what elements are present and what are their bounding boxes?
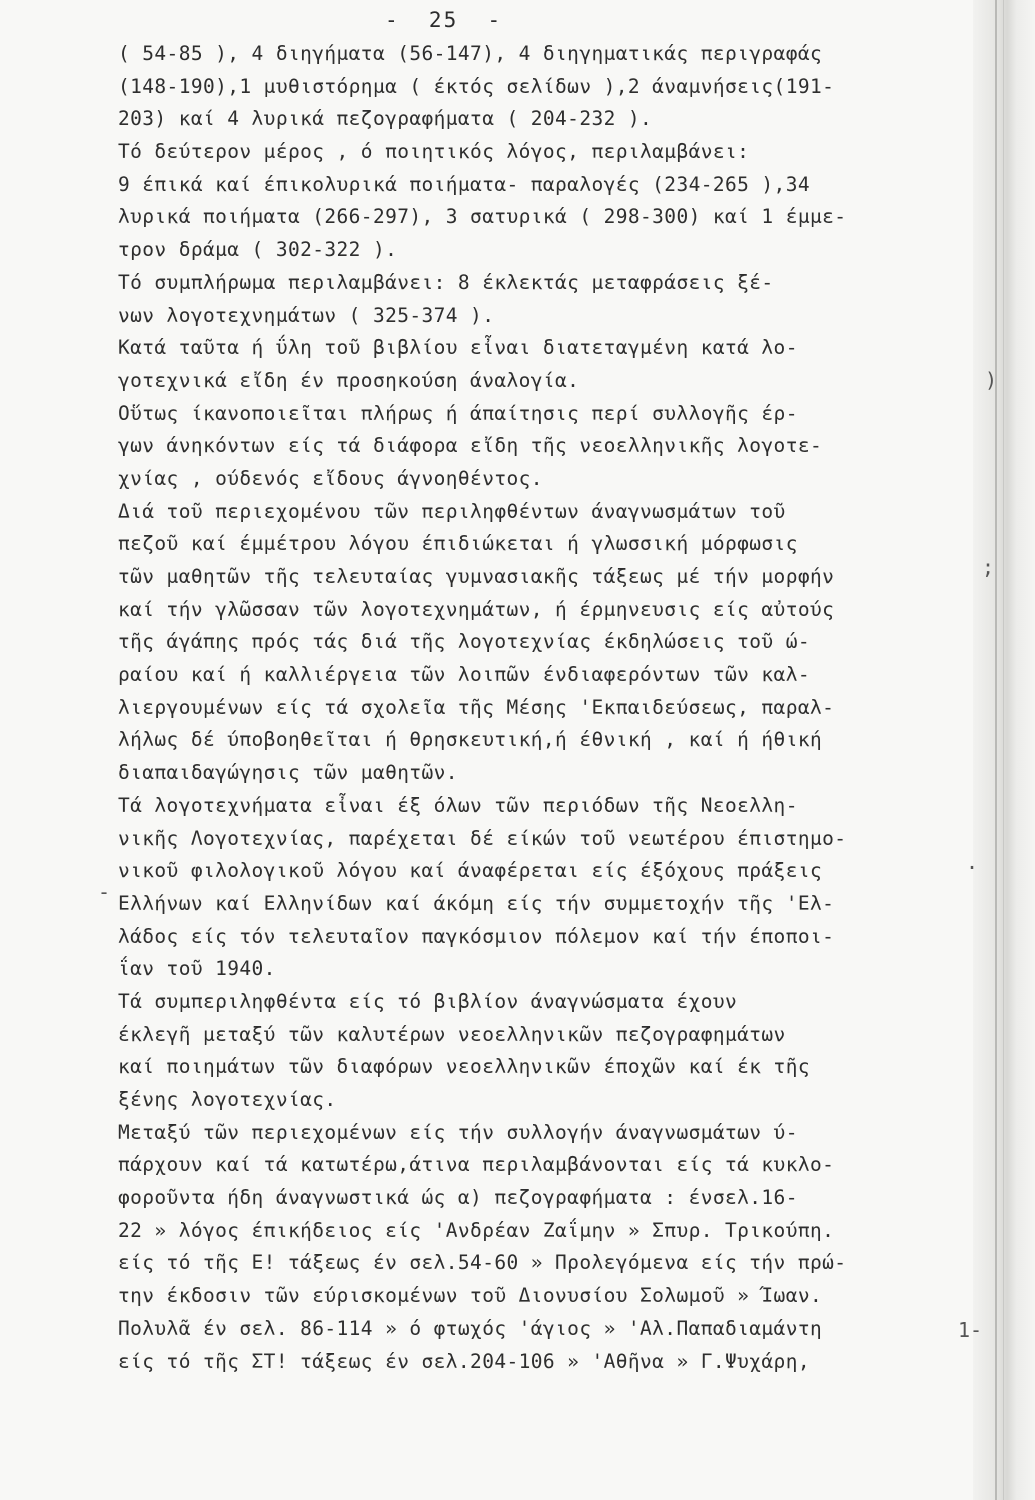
- text-line: την έκδοσιν τῶν εύρισκομένων τοῦ Διονυσίου Σολωμοῦ » Ίωαν.: [118, 1284, 823, 1308]
- text-line: Τά συμπεριληφθέντα είς τό βιβλίον άναγνώσματα έχουν: [118, 989, 738, 1013]
- text-line: 203) καί 4 λυρικά πεζογραφήματα ( 204-232 ).: [118, 107, 653, 131]
- binding-line: [995, 0, 997, 1500]
- margin-mark: ;: [982, 555, 995, 579]
- text-line: Πολυλᾶ έν σελ. 86-114 » ό φτωχός 'άγιος » 'Αλ.Παπαδιαμάντη: [118, 1316, 823, 1340]
- text-line: Διά τοῦ περιεχομένου τῶν περιληφθέντων άναγνωσμάτων τοῦ: [118, 499, 786, 523]
- text-line: φοροῦντα ήδη άναγνωστικά ώς α) πεζογραφήματα : ένσελ.16-: [118, 1186, 798, 1210]
- book-binding: [973, 0, 1035, 1500]
- text-line: λάδος είς τόν τελευταῖον παγκόσμιον πόλεμον καί τήν έποποι-: [118, 924, 835, 948]
- margin-mark: 1-: [958, 1318, 983, 1342]
- text-line: πάρχουν καί τά κατωτέρω,άτινα περιλαμβάνονται είς τά κυκλο-: [118, 1153, 835, 1177]
- text-line: είς τό τῆς Ε! τάξεως έν σελ.54-60 » Προλεγόμενα είς τήν πρώ-: [118, 1251, 847, 1275]
- text-line: τρον δράμα ( 302-322 ).: [118, 238, 398, 262]
- text-line: ΐαν τοῦ 1940.: [118, 957, 276, 981]
- text-line: Ελλήνων καί Ελληνίδων καί άκόμη είς τήν συμμετοχήν τῆς 'Ελ-: [118, 891, 835, 915]
- text-line: τῆς άγάπης πρός τάς διά τῆς λογοτεχνίας έκδηλώσεις τοῦ ώ-: [118, 630, 810, 654]
- text-line: ( 54-85 ), 4 διηγήματα (56-147), 4 διηγηματικάς περιγραφάς: [118, 42, 823, 65]
- text-line: νων λογοτεχνημάτων ( 325-374 ).: [118, 303, 495, 327]
- margin-mark: -: [98, 880, 111, 904]
- page-number: - 25 -: [385, 8, 503, 32]
- text-line: καί ποιημάτων τῶν διαφόρων νεοελληνικῶν έποχῶν καί έκ τῆς: [118, 1055, 810, 1079]
- text-line: λιεργουμένων είς τά σχολεῖα τῆς Μέσης 'Εκπαιδεύσεως, παραλ-: [118, 695, 835, 719]
- margin-mark: ): [985, 368, 998, 392]
- typed-text-block: [118, 38, 970, 1378]
- text-line: 22 » λόγος έπικήδειος είς 'Ανδρέαν Ζαΐμην » Σπυρ. Τρικούπη.: [118, 1218, 835, 1242]
- text-line: 9 έπικά καί έπικολυρικά ποιήματα- παραλογές (234-265 ),34: [118, 172, 810, 196]
- text-line: νικοῦ φιλολογικοῦ λόγου καί άναφέρεται είς έξόχους πράξεις: [118, 859, 823, 883]
- text-line: ξένης λογοτεχνίας.: [118, 1088, 337, 1111]
- text-line: Κατά ταῦτα ή ΰλη τοῦ βιβλίου εἶναι διατεταγμένη κατά λο-: [118, 336, 798, 360]
- text-line: νικῆς Λογοτεχνίας, παρέχεται δέ είκών τοῦ νεωτέρου έπιστημο-: [118, 826, 847, 850]
- text-line: γων άνηκόντων είς τά διάφορα εἴδη τῆς νεοελληνικῆς λογοτε-: [118, 434, 823, 458]
- binding-line: [1003, 0, 1004, 1500]
- text-line: έκλεγῆ μεταξύ τῶν καλυτέρων νεοελληνικῶν πεζογραφημάτων: [118, 1022, 786, 1046]
- text-line: πεζοῦ καί έμμέτρου λόγου έπιδιώκεται ή γλωσσική μόρφωσις: [118, 532, 798, 556]
- text-line: ραίου καί ή καλλιέργεια τῶν λοιπῶν ένδιαφερόντων τῶν καλ-: [118, 663, 810, 687]
- text-line: Τό συμπλήρωμα περιλαμβάνει: 8 έκλεκτάς μεταφράσεις ξέ-: [118, 270, 774, 294]
- text-line: Τά λογοτεχνήματα εἶναι έξ όλων τῶν περιόδων τῆς Νεοελλη-: [118, 793, 798, 817]
- text-line: Οὕτως ίκανοποιεῖται πλήρως ή άπαίτησις περί συλλογῆς έρ-: [118, 401, 798, 425]
- text-line: καί τήν γλῶσσαν τῶν λογοτεχνημάτων, ή έρμηνευσις είς αὐτούς: [118, 597, 835, 621]
- text-line: χνίας , ούδενός εἴδους άγνοηθέντος.: [118, 466, 543, 490]
- text-line: (148-190),1 μυθιστόρημα ( έκτός σελίδων ),2 άναμνήσεις(191-: [118, 74, 835, 98]
- text-line: είς τό τῆς ΣΤ! τάξεως έν σελ.204-106 » 'Αθῆνα » Γ.Ψυχάρη,: [118, 1349, 810, 1373]
- text-line: Τό δεύτερον μέρος , ό ποιητικός λόγος, περιλαμβάνει:: [118, 140, 750, 164]
- text-line: Μεταξύ τῶν περιεχομένων είς τήν συλλογήν άναγνωσμάτων ύ-: [118, 1120, 798, 1144]
- text-line: διαπαιδαγώγησις τῶν μαθητῶν.: [118, 761, 458, 785]
- margin-mark: .: [966, 850, 979, 874]
- text-line: λυρικά ποιήματα (266-297), 3 σατυρικά ( 298-300) καί 1 έμμε-: [118, 205, 847, 229]
- text-line: λήλως δέ ύποβοηθεῖται ή θρησκευτική,ή έθνική , καί ή ήθική: [118, 728, 823, 752]
- text-line: γοτεχνικά εἴδη έν προσηκούση άναλογία.: [118, 368, 580, 392]
- text-line: τῶν μαθητῶν τῆς τελευταίας γυμνασιακῆς τάξεως μέ τήν μορφήν: [118, 565, 835, 588]
